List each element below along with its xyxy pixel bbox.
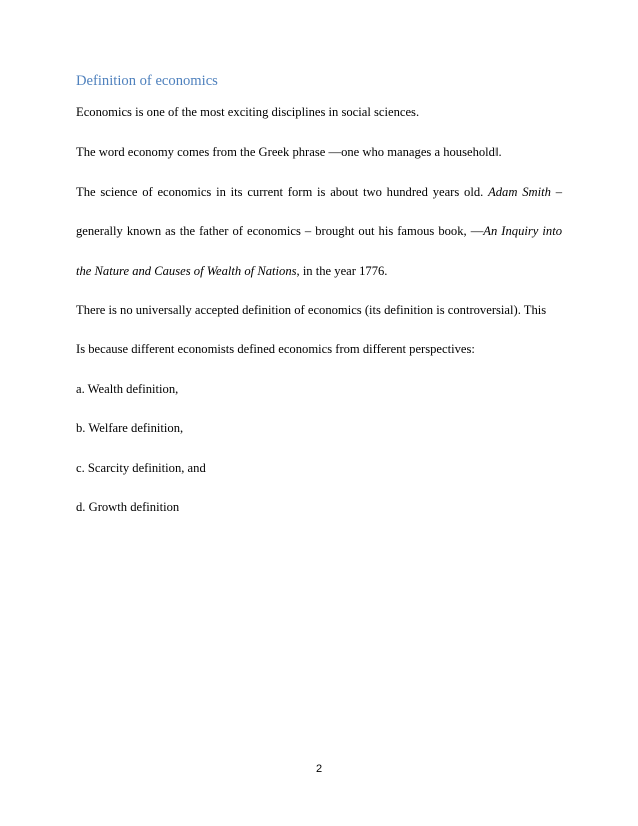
paragraph-2: The word economy comes from the Greek phrase ―one who manages a household‖. xyxy=(76,145,502,159)
page-number: 2 xyxy=(315,763,323,775)
list-item: a. Wealth definition, xyxy=(76,382,179,396)
section-heading: Definition of economics xyxy=(76,73,218,89)
author-name: Adam Smith xyxy=(488,185,551,199)
text-run: generally known as the father of economics – brought out his famous book, ― xyxy=(76,224,484,238)
paragraph-3-line-3 xyxy=(76,263,387,279)
list-item: b. Welfare definition, xyxy=(76,421,184,435)
text-run: , in the year 1776. xyxy=(296,264,388,278)
book-title-part-2: the Nature and Causes of Wealth of Nations xyxy=(76,264,297,278)
paragraph-1: Economics is one of the most exciting disciplines in social sciences. xyxy=(76,105,420,119)
paragraph-3-line-1 xyxy=(76,184,562,200)
text-run: – xyxy=(550,185,562,199)
paragraph-4-line-2: Is because different economists defined economics from different perspectives: xyxy=(76,342,475,356)
text-run: The science of economics in its current form is about two hundred years old. xyxy=(76,185,489,199)
paragraph-3-line-2 xyxy=(76,223,562,239)
list-item: c. Scarcity definition, and xyxy=(76,461,206,475)
book-title-part-1: An Inquiry into xyxy=(483,224,562,238)
list-item: d. Growth definition xyxy=(76,500,180,514)
paragraph-4-line-1: There is no universally accepted definition of economics (its definition is controversial). This xyxy=(76,303,547,317)
